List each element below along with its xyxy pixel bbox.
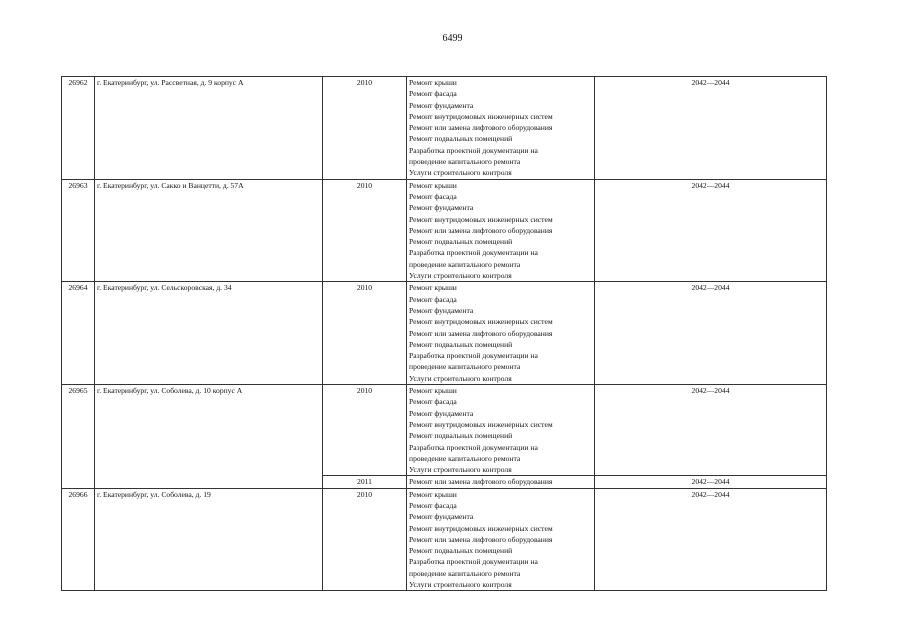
period-cell: 2042—2044: [595, 488, 827, 591]
work-item: Ремонт внутридомовых инженерных систем: [409, 419, 553, 429]
work-item: Ремонт фундамента: [409, 408, 474, 418]
work-item: Разработка проектной документации на: [409, 351, 538, 361]
work-item: Разработка проектной документации на: [409, 442, 538, 452]
table-row: [62, 488, 827, 591]
work-item: Разработка проектной документации на: [409, 145, 538, 155]
work-item: Ремонт внутридомовых инженерных систем: [409, 214, 553, 224]
works-cell: [407, 77, 595, 180]
address-cell: г. Екатеринбург, ул. Рассветная, д. 9 корпус А: [95, 77, 323, 180]
object-id-cell: 26964: [62, 282, 95, 385]
work-item: Ремонт или замена лифтового оборудования: [409, 225, 553, 235]
address-cell: г. Екатеринбург, ул. Сакко и Ванцетти, д. 57А: [95, 179, 323, 282]
work-item: Ремонт внутридомовых инженерных систем: [409, 523, 553, 533]
year-cell: 2010: [323, 282, 407, 385]
work-item: Ремонт внутридомовых инженерных систем: [409, 317, 553, 327]
period-cell: 2042—2044: [595, 179, 827, 282]
object-id-cell: 26962: [62, 77, 95, 180]
year-cell: 2010: [323, 77, 407, 180]
work-item: Ремонт подвальных помещений: [409, 237, 513, 247]
work-item: Ремонт внутридомовых инженерных систем: [409, 111, 553, 121]
address-cell: г. Екатеринбург, ул. Соболева, д. 10 корпус А: [95, 385, 323, 489]
table-body: [62, 77, 827, 591]
work-item: Услуги строительного контроля: [409, 271, 512, 281]
work-item: Ремонт фасада: [409, 191, 457, 201]
work-item: проведение капитального ремонта: [409, 259, 521, 269]
works-cell: [407, 282, 595, 385]
work-item: проведение капитального ремонта: [409, 157, 521, 167]
object-id-cell: 26966: [62, 488, 95, 591]
address-cell: г. Екатеринбург, ул. Соболева, д. 19: [95, 488, 323, 591]
work-item: Ремонт подвальных помещений: [409, 134, 513, 144]
work-item: проведение капитального ремонта: [409, 453, 521, 463]
work-item: Ремонт фасада: [409, 397, 457, 407]
work-item: Ремонт крыши: [409, 489, 457, 499]
work-item: Услуги строительного контроля: [409, 465, 512, 475]
year-cell: 2010: [323, 179, 407, 282]
works-cell: [407, 179, 595, 282]
address-cell: г. Екатеринбург, ул. Сельскоровская, д. 34: [95, 282, 323, 385]
period-cell: 2042—2044: [595, 385, 827, 476]
period-cell: 2042—2044: [595, 282, 827, 385]
work-item: Ремонт фасада: [409, 89, 457, 99]
repair-schedule-table: [61, 76, 827, 591]
year-cell: 2010: [323, 385, 407, 476]
works-cell: [407, 385, 595, 476]
work-item: Ремонт или замена лифтового оборудования: [409, 534, 553, 544]
work-item: Ремонт подвальных помещений: [409, 339, 513, 349]
table-row: [62, 282, 827, 385]
works-cell: [407, 488, 595, 591]
work-item: Ремонт крыши: [409, 386, 457, 396]
work-item: Ремонт или замена лифтового оборудования: [409, 477, 553, 487]
work-item: Услуги строительного контроля: [409, 373, 512, 383]
work-item: Разработка проектной документации на: [409, 248, 538, 258]
works-cell: [407, 476, 595, 488]
work-item: Ремонт фундамента: [409, 512, 474, 522]
table-row: [62, 77, 827, 180]
work-item: проведение капитального ремонта: [409, 568, 521, 578]
period-cell: 2042—2044: [595, 77, 827, 180]
work-item: Ремонт фасада: [409, 500, 457, 510]
work-item: Ремонт фундамента: [409, 203, 474, 213]
work-item: Ремонт или замена лифтового оборудования: [409, 123, 553, 133]
table-row: [62, 179, 827, 282]
work-item: Разработка проектной документации на: [409, 557, 538, 567]
table-row: [62, 385, 827, 476]
year-cell: 2011: [323, 476, 407, 488]
work-item: Ремонт крыши: [409, 180, 457, 190]
work-item: Ремонт или замена лифтового оборудования: [409, 328, 553, 338]
work-item: Ремонт фундамента: [409, 305, 474, 315]
work-item: Ремонт крыши: [409, 78, 457, 87]
object-id-cell: 26965: [62, 385, 95, 489]
work-item: проведение капитального ремонта: [409, 362, 521, 372]
work-item: Ремонт подвальных помещений: [409, 431, 513, 441]
period-cell: 2042—2044: [595, 476, 827, 488]
year-cell: 2010: [323, 488, 407, 591]
work-item: Услуги строительного контроля: [409, 168, 512, 178]
work-item: Услуги строительного контроля: [409, 580, 512, 590]
work-item: Ремонт фасада: [409, 294, 457, 304]
page-number: 6499: [442, 33, 463, 44]
work-item: Ремонт крыши: [409, 283, 457, 293]
work-item: Ремонт подвальных помещений: [409, 546, 513, 556]
object-id-cell: 26963: [62, 179, 95, 282]
work-item: Ремонт фундамента: [409, 100, 474, 110]
